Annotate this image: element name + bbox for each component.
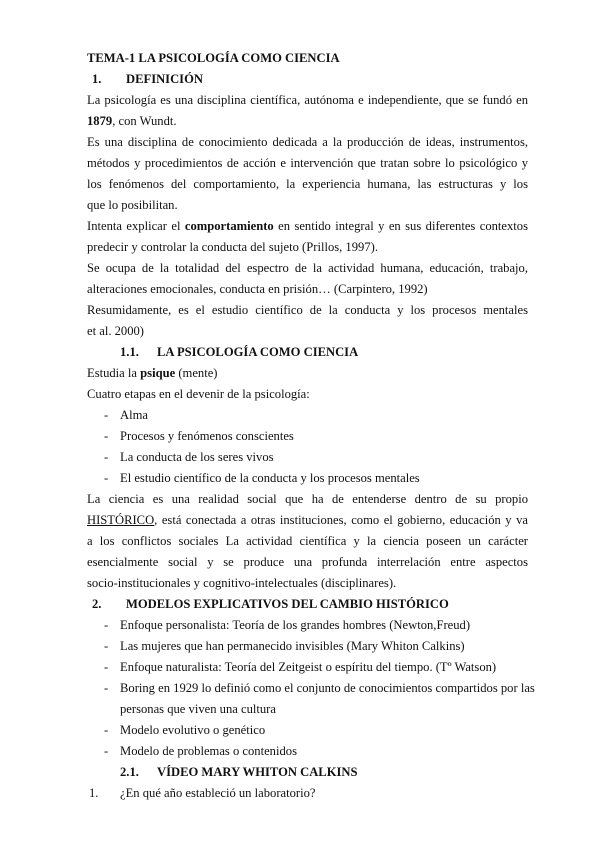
list-item <box>87 468 528 489</box>
list-item <box>87 741 528 762</box>
paragraph-line: La psicología es una disciplina científica, autónoma e independiente, que se fundó en <box>87 93 528 107</box>
list-item <box>87 636 528 657</box>
question-text: ¿En qué año estableció un laboratorio? <box>120 786 316 800</box>
section-title: DEFINICIÓN <box>126 72 203 86</box>
list-item-text: Modelo de problemas o contenidos <box>120 744 297 758</box>
paragraph-line: Resumidamente, es el estudio científico de la conducta y los procesos mentales <box>87 303 528 317</box>
bullet-dash: - <box>104 429 109 443</box>
paragraph-line: predecir y controlar la conducta del sujeto (Prillos, 1997). <box>87 240 378 254</box>
list-item-text: Enfoque naturalista: Teoría del Zeitgeist o espíritu del tiempo. (Tº Watson) <box>120 660 497 674</box>
list-item <box>87 678 535 699</box>
section-1-heading <box>87 69 528 90</box>
section-title: LA PSICOLOGÍA COMO CIENCIA <box>157 345 359 359</box>
section-title: MODELOS EXPLICATIVOS DEL CAMBIO HISTÓRICO <box>126 597 449 611</box>
bullet-dash: - <box>104 660 109 674</box>
text-run: Intenta explicar el <box>87 219 185 233</box>
section-title: VÍDEO MARY WHITON CALKINS <box>157 765 358 779</box>
paragraph-line <box>87 216 528 237</box>
paragraph-line: Es una disciplina de conocimiento dedicada a la producción de ideas, instrumentos, <box>87 135 528 149</box>
list-item <box>87 720 528 741</box>
list-item-text: Enfoque personalista: Teoría de los grandes hombres (Newton,Freud) <box>120 618 471 632</box>
bold-term: psique <box>140 366 176 380</box>
list-item-text: Procesos y fenómenos conscientes <box>120 429 294 443</box>
text-run: Estudia la <box>87 366 141 380</box>
section-2-heading <box>87 594 528 615</box>
paragraph-line <box>87 489 528 510</box>
list-item-text: El estudio científico de la conducta y los procesos mentales <box>120 471 420 485</box>
underlined-term: HISTÓRICO <box>87 513 155 527</box>
paragraph-line: que lo posibilitan. <box>87 198 178 212</box>
section-number: 1. <box>92 72 102 86</box>
question-number: 1. <box>89 786 99 800</box>
paragraph-line: et al. 2000) <box>87 324 145 338</box>
paragraph-line <box>87 510 528 531</box>
text-run: La ciencia es una realidad social que ha de entenderse dentro de su propio <box>87 492 528 506</box>
bullet-dash: - <box>104 471 109 485</box>
list-item <box>87 657 528 678</box>
paragraph-line: esencialmente social y se produce una profunda interrelación entre aspectos <box>87 555 528 569</box>
section-number: 2. <box>92 597 102 611</box>
text-run: en sentido integral y en sus diferentes contextos <box>278 219 528 233</box>
document-title: TEMA-1 LA PSICOLOGÍA COMO CIENCIA <box>87 51 340 65</box>
paragraph-line: a los conflictos sociales La actividad científica y la ciencia poseen un carácter <box>87 534 528 548</box>
paragraph-line <box>87 111 528 132</box>
text-run: , con Wundt. <box>112 114 177 128</box>
bold-term: comportamiento <box>184 219 274 233</box>
list-item-text: Las mujeres que han permanecido invisibles (Mary Whiton Calkins) <box>120 639 465 653</box>
bullet-dash: - <box>104 639 109 653</box>
bullet-dash: - <box>104 723 109 737</box>
paragraph-line <box>87 363 528 384</box>
paragraph-line: métodos y procedimientos de acción e intervención que tratan sobre lo psicológico y <box>87 156 528 170</box>
paragraph-line: Cuatro etapas en el devenir de la psicología: <box>87 387 310 401</box>
paragraph-line: los fenómenos del comportamiento, la experiencia humana, las estructuras y los <box>87 177 528 191</box>
bullet-dash: - <box>104 618 109 632</box>
bullet-dash: - <box>104 450 109 464</box>
section-number: 2.1. <box>120 765 139 779</box>
text-run: (mente) <box>175 366 218 380</box>
list-item <box>87 615 528 636</box>
section-1-1-heading <box>87 342 528 363</box>
paragraph-line: socio-institucionales y cognitivo-intelectuales (disciplinares). <box>87 576 397 590</box>
paragraph-line: Se ocupa de la totalidad del espectro de la actividad humana, educación, trabajo, <box>87 261 528 275</box>
list-item <box>87 447 528 468</box>
list-item-continuation: personas que viven una cultura <box>120 702 276 716</box>
bold-year: 1879 <box>87 114 113 128</box>
paragraph-line: alteraciones emocionales, conducta en prisión… (Carpintero, 1992) <box>87 282 428 296</box>
list-item-text: La conducta de los seres vivos <box>120 450 274 464</box>
bullet-dash: - <box>104 408 109 422</box>
bullet-dash: - <box>104 681 109 695</box>
question-item <box>87 783 528 804</box>
section-number: 1.1. <box>120 345 139 359</box>
list-item <box>87 426 528 447</box>
text-run: , está conectada a otras instituciones, como el gobierno, educación y va <box>154 513 528 527</box>
list-item-text: Modelo evolutivo o genético <box>120 723 266 737</box>
bullet-dash: - <box>104 744 109 758</box>
list-item-text: Boring en 1929 lo definió como el conjunto de conocimientos compartidos por las <box>120 681 535 695</box>
section-2-1-heading <box>87 762 528 783</box>
list-item-text: Alma <box>120 408 148 422</box>
document-content <box>87 48 535 804</box>
list-item <box>87 405 528 426</box>
